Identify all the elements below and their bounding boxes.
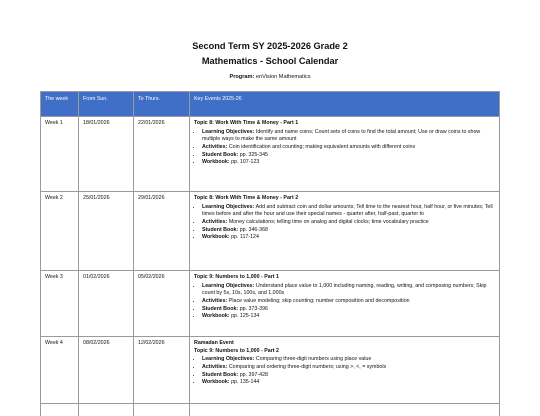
workbook-pages: pp. 125-134	[231, 313, 259, 319]
document-subtitle: Mathematics - School Calendar	[0, 56, 540, 66]
topic-title: Topic 8: Work With Time & Money - Part 1	[194, 120, 495, 128]
details-list	[194, 204, 495, 242]
student-book-item	[202, 372, 495, 380]
topic-title: Topic 9: Numbers to 1,000 - Part 2	[194, 348, 495, 356]
topic-title: Topic 9: Numbers to 1,000 - Part 1	[194, 274, 495, 282]
student-book-pages: pp. 325-345	[240, 152, 268, 158]
program-value: enVision Mathematics	[254, 74, 310, 80]
event-title: Ramadan Event	[194, 340, 495, 348]
week-cell: Week 4	[41, 337, 79, 404]
activities-item	[202, 364, 495, 372]
table-row	[41, 337, 500, 404]
from-date-cell: 18/01/2026	[79, 117, 134, 192]
objectives-item	[202, 129, 495, 144]
program-line	[0, 74, 540, 80]
workbook-label: Workbook:	[202, 379, 230, 385]
student-book-label: Student Book:	[202, 306, 238, 312]
key-events-cell	[190, 192, 500, 271]
week-cell: Week 3	[41, 271, 79, 337]
objectives-text: Understand place value to 1,000 including naming, reading, writing, and composing numbers; Skip count by 5s, 10s, 100s, and 1,000s	[202, 283, 486, 297]
to-date-cell: 29/01/2026	[134, 192, 190, 271]
key-events-cell	[190, 271, 500, 337]
key-events-cell	[190, 404, 500, 416]
column-header-from: From Sun.	[79, 92, 134, 117]
from-date-cell: 01/02/2026	[79, 271, 134, 337]
document-title: Second Term SY 2025-2026 Grade 2	[0, 41, 540, 51]
student-book-pages: pp. 346-368	[240, 227, 268, 233]
column-header-week: The week	[41, 92, 79, 117]
workbook-item	[202, 234, 495, 242]
key-events-cell	[190, 337, 500, 404]
activities-label: Activities:	[202, 219, 227, 225]
objectives-label: Learning Objectives:	[202, 283, 254, 289]
details-list	[194, 356, 495, 387]
program-label: Program:	[229, 74, 254, 80]
workbook-item	[202, 379, 495, 387]
objectives-item	[202, 356, 495, 364]
column-header-to: To Thurs.	[134, 92, 190, 117]
activities-text: Money calculations; telling time on analog and digital clocks; time vocabulary practice	[229, 219, 429, 225]
from-date-cell: 08/02/2026	[79, 337, 134, 404]
student-book-item	[202, 227, 495, 235]
topic-title: Topic 8: Work With Time & Money - Part 2	[194, 195, 495, 203]
workbook-pages: pp. 135-144	[231, 379, 259, 385]
workbook-label: Workbook:	[202, 159, 230, 165]
objectives-item	[202, 283, 495, 298]
to-date-cell	[134, 404, 190, 416]
workbook-label: Workbook:	[202, 234, 230, 240]
calendar-table	[40, 91, 500, 416]
column-header-events: Key Events 2025-26	[190, 92, 500, 117]
week-cell	[41, 404, 79, 416]
from-date-cell: 25/01/2026	[79, 192, 134, 271]
workbook-label: Workbook:	[202, 313, 230, 319]
student-book-item	[202, 152, 495, 160]
workbook-item	[202, 159, 495, 167]
workbook-pages: pp. 107-123	[231, 159, 259, 165]
activities-text: Comparing and ordering three-digit numbers; using >, <, = symbols	[229, 364, 386, 370]
activities-label: Activities:	[202, 364, 227, 370]
details-list	[194, 283, 495, 321]
table-header-row	[41, 92, 500, 117]
to-date-cell: 12/02/2026	[134, 337, 190, 404]
activities-text: Place value modeling; skip counting; number composition and decomposition	[229, 298, 410, 304]
activities-item	[202, 144, 495, 152]
student-book-pages: pp. 373-396	[240, 306, 268, 312]
to-date-cell: 05/02/2026	[134, 271, 190, 337]
activities-item	[202, 298, 495, 306]
objectives-text: Comparing three-digit numbers using place value	[256, 356, 371, 362]
to-date-cell: 22/01/2026	[134, 117, 190, 192]
activities-label: Activities:	[202, 144, 227, 150]
table-row	[41, 192, 500, 271]
student-book-label: Student Book:	[202, 227, 238, 233]
activities-item	[202, 219, 495, 227]
table-row	[41, 271, 500, 337]
from-date-cell	[79, 404, 134, 416]
student-book-label: Student Book:	[202, 152, 238, 158]
student-book-label: Student Book:	[202, 372, 238, 378]
objectives-text: Add and subtract coin and dollar amounts; Tell time to the nearest hour, half hour, or five minutes; Tell times before and after the hour and use their special names - quarter after, half-past, quarter to	[202, 204, 493, 218]
workbook-item	[202, 313, 495, 321]
week-cell: Week 1	[41, 117, 79, 192]
student-book-pages: pp. 397-428	[240, 372, 268, 378]
objectives-item	[202, 204, 495, 219]
student-book-item	[202, 306, 495, 314]
week-cell: Week 2	[41, 192, 79, 271]
details-list	[194, 129, 495, 167]
table-row	[41, 117, 500, 192]
table-row	[41, 404, 500, 416]
objectives-label: Learning Objectives:	[202, 356, 254, 362]
objectives-label: Learning Objectives:	[202, 204, 254, 210]
objectives-label: Learning Objectives:	[202, 129, 254, 135]
key-events-cell	[190, 117, 500, 192]
activities-text: Coin identification and counting; making equivalent amounts with different coins	[229, 144, 415, 150]
objectives-text: Identify and name coins; Count sets of coins to find the total amount; Use or draw coins to show multiple ways to make the same amount	[202, 129, 480, 143]
activities-label: Activities:	[202, 298, 227, 304]
workbook-pages: pp. 117-124	[231, 234, 259, 240]
